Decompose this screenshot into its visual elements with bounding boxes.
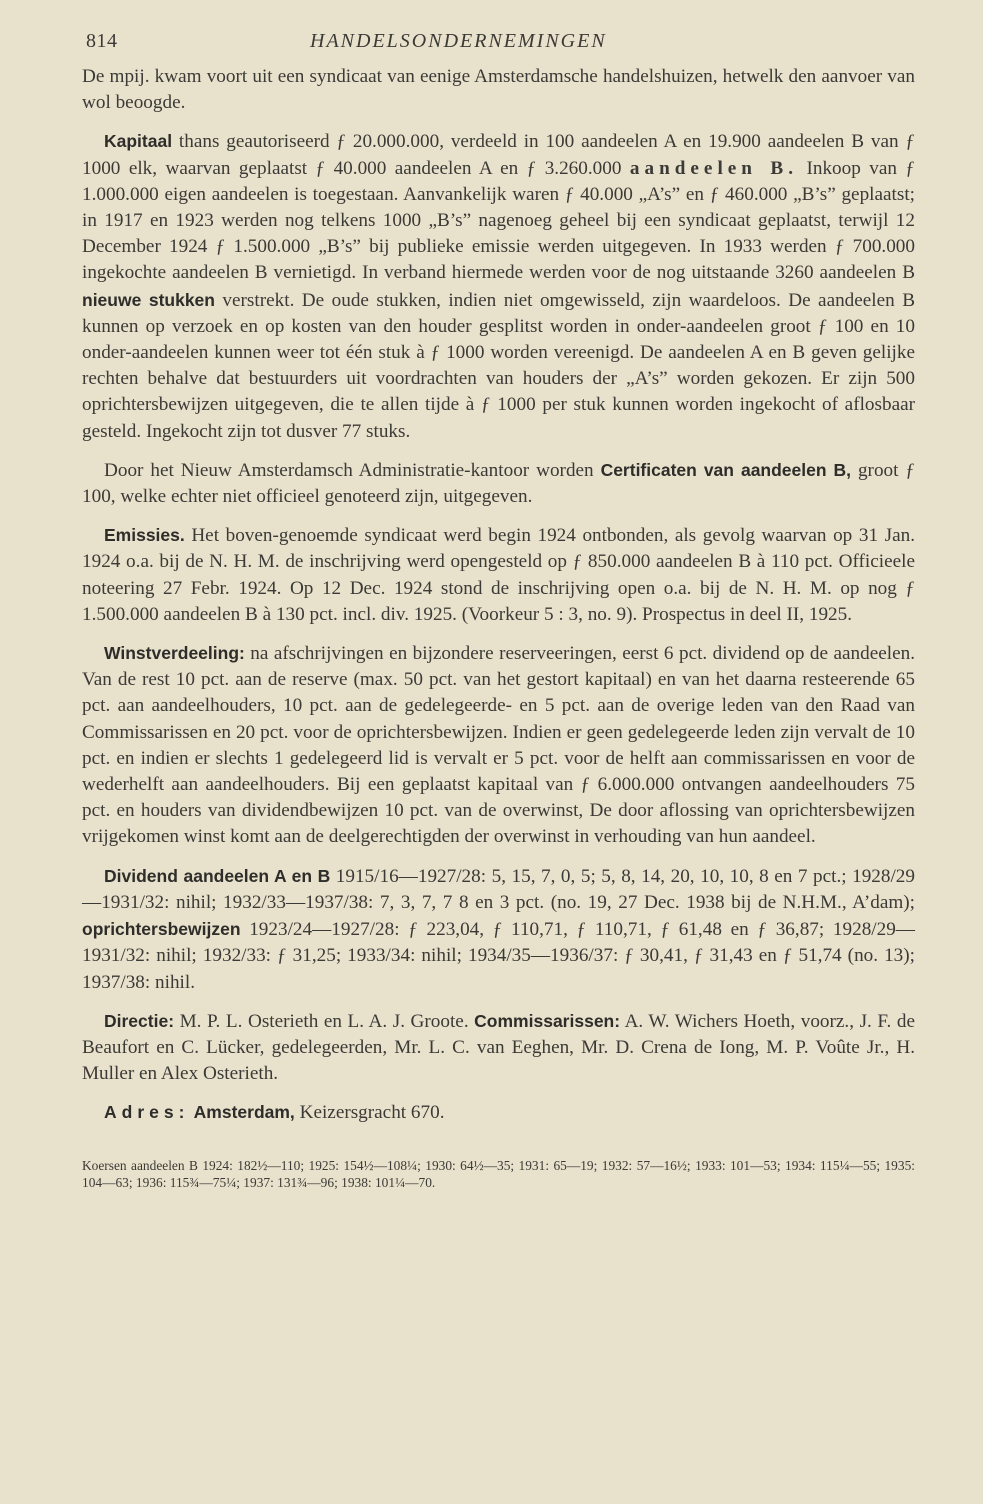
oprichtersbewijzen-heading: oprichtersbewijzen: [82, 919, 241, 940]
kapitaal-text-2: Inkoop van ƒ 1.000.000 eigen aandeelen is toegestaan. Aanvankelijk waren ƒ 40.000 „A’s” en ƒ 460.000 „B’s” geplaatst; in 1917 en 1923 werden nog telkens 1000 „B’s” nagenoeg geheel bij een syndicaat geplaatst, terwijl 12 December 1924 ƒ 1.500.000 „B’s” bij publieke emissie werden uitgegeven. In 1933 werden ƒ 700.000 ingekochte aandeelen B vernietigd. In verband hiermede werden voor de nog uitstaande 3260 aandeelen B: [82, 157, 915, 284]
commissarissen-text: A. W. Wichers Hoeth, voorz., J. F. de Beaufort en C. Lücker, gedelegeerden, Mr. L. C. van Eeghen, Mr. D. Crena de Iong, M. P. Voûte Jr., H. Muller en Alex Osterieth.: [82, 1010, 915, 1085]
adres-paragraph: [82, 1099, 915, 1126]
koersen-text: Koersen aandeelen B 1924: 182½—110; 1925: 154½—108¼; 1930: 64½—35; 1931: 65—19; 1932: 57—16½; 1933: 101—53; 1934: 115¼—55; 1935: 104—63; 1936: 115¾—75¼; 1937: 131¾—96; 1938: 101¼—70.: [82, 1157, 915, 1190]
intro-paragraph: [82, 64, 915, 116]
commissarissen-heading: Commissarissen:: [474, 1010, 621, 1031]
adres-heading: Adres:: [104, 1102, 190, 1123]
intro-text: De mpij. kwam voort uit een syndicaat van eenige Amsterdamsche handelshuizen, hetwelk den aanvoer van wol beoogde.: [82, 66, 915, 114]
kapitaal-heading: Kapitaal: [104, 131, 173, 152]
certificaten-bold: Certificaten van aandeelen B,: [600, 459, 852, 480]
winstverdeeling-heading: Winstverdeeling:: [104, 643, 245, 664]
emissies-heading: Emissies.: [104, 525, 185, 546]
kapitaal-text-1: thans geautoriseerd ƒ 20.000.000, verdeeld in 100 aandeelen A en 19.900 aandeelen B van ƒ 1000 elk, waarvan geplaatst ƒ 40.000 aandeelen A en ƒ 3.260.000: [82, 131, 915, 179]
koersen-footnote: [82, 1157, 915, 1191]
nieuwe-stukken-bold: nieuwe stukken: [82, 289, 215, 310]
document-body: [82, 64, 915, 1191]
certificaten-text-1: Door het Nieuw Amsterdamsch Administratie-kantoor worden: [104, 459, 601, 481]
dividend-heading: Dividend aandeelen A en B: [104, 865, 331, 886]
kapitaal-text-3: verstrekt. De oude stukken, indien niet omgewisseld, zijn waardeloos. De aandeelen B kunnen op verzoek en op kosten van den houder gesplitst worden in onder-aandeelen groot ƒ 100 en 10 onder-aandeelen kunnen weer tot één stuk à ƒ 1000 worden vereenigd. De aandeelen A en B geven gelijke rechten behalve dat bestuurders uit voordrachten van houders der „A’s” worden gekozen. Er zijn 500 oprichtersbewijzen uitgegeven, die te allen tijde à ƒ 1000 per stuk kunnen worden ingekocht of aflosbaar gesteld. Ingekocht zijn tot dusver 77 stuks.: [82, 289, 916, 442]
winstverdeeling-paragraph: [82, 640, 915, 851]
emissies-paragraph: [82, 522, 915, 628]
certificaten-paragraph: [82, 457, 915, 510]
dividend-paragraph: [82, 863, 915, 996]
aandeelen-b-spaced: aandeelen B.: [629, 157, 799, 179]
page-number: 814: [86, 30, 118, 52]
directie-heading: Directie:: [104, 1010, 175, 1031]
directie-paragraph: [82, 1008, 915, 1088]
kapitaal-paragraph: [82, 128, 915, 444]
certificaten-text-2: groot ƒ 100, welke echter niet officieel genoteerd zijn, uitgegeven.: [82, 459, 915, 508]
running-title: HANDELSONDERNEMINGEN: [310, 30, 607, 52]
page-header: [82, 30, 915, 64]
emissies-text: Het boven-genoemde syndicaat werd begin 1924 ontbonden, als gevolg waarvan op 31 Jan. 1924 o.a. bij de N. H. M. de inschrijving werd opengesteld op ƒ 850.000 aandeelen B à 110 pct. Officieele noteering 27 Febr. 1924. Op 12 Dec. 1924 stond de inschrijving open o.a. bij de N. H. M. op nog ƒ 1.500.000 aandeelen B à 130 pct. incl. div. 1925. (Voorkeur 5 : 3, no. 9). Prospectus in deel II, 1925.: [82, 525, 915, 625]
dividend-text-2: 1923/24—1927/28: ƒ 223,04, ƒ 110,71, ƒ 110,71, ƒ 61,48 en ƒ 36,87; 1928/29—1931/32: nihil; 1932/33: ƒ 31,25; 1933/34: nihil; 1934/35—1936/37: ƒ 30,41, ƒ 31,43 en ƒ 51,74 (no. 13); 1937/38: nihil.: [82, 919, 915, 993]
adres-text: Keizersgracht 670.: [294, 1102, 445, 1124]
dividend-text-1: 1915/16—1927/28: 5, 15, 7, 0, 5; 5, 8, 14, 20, 10, 10, 8 en 7 pct.; 1928/29—1931/32: nihil; 1932/33—1937/38: 7, 3, 7, 7 8 en 3 pct. (no. 19, 27 Dec. 1938 bij de N.H.M., A’dam);: [82, 865, 915, 913]
directie-text: M. P. L. Osterieth en L. A. J. Groote.: [174, 1010, 475, 1032]
winstverdeeling-text: na afschrijvingen en bijzondere reserveeringen, eerst 6 pct. dividend op de aandeelen. Van de rest 10 pct. aan de reserve (max. 50 pct. van het gestort kapitaal) en van het daarna resteerende 65 pct. aan aandeelhouders, 10 pct. aan de gedelegeerde- en 5 pct. aan de overige leden van den Raad van Commissarissen en 20 pct. voor de oprichtersbewijzen. Indien er geen gedelegeerde leden zijn vervalt de 10 pct. en indien er slechts 1 gedelegeerd lid is vervalt er 5 pct. voor de helft aan commissarissen en voor de wederhelft aan aandeelhouders. Bij een geplaatst kapitaal van ƒ 6.000.000 ontvangen aandeelhouders 75 pct. en houders van dividendbewijzen 10 pct. van de overwinst, De door aflossing van oprichtersbewijzen vrijgekomen winst komt aan de deelgerechtigden der overwinst in verhouding van hun aandeel.: [82, 643, 915, 848]
adres-city: Amsterdam,: [189, 1102, 295, 1123]
